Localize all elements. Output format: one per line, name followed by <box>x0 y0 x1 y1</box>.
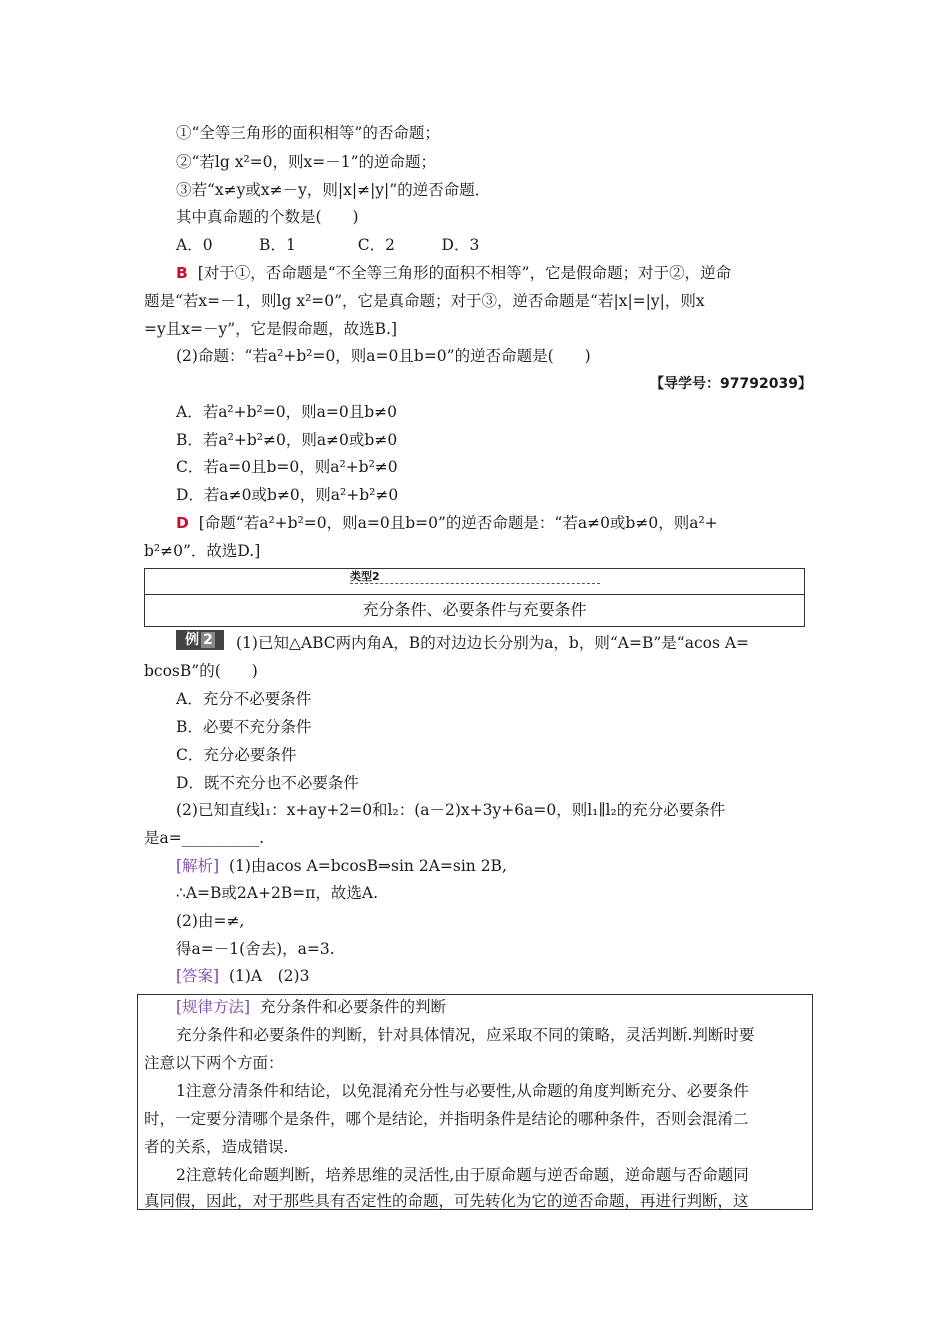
method-title: 充分条件和必要条件的判断 <box>259 998 446 1016</box>
method-p1-2: 注意以下两个方面： <box>144 1054 284 1072</box>
method-p3-1: 2注意转化命题判断，培养思维的灵活性,由于原命题与逆否命题，逆命题与否命题同 <box>176 1166 749 1184</box>
q2-explain-line-2: b²≠0”．故选D.] <box>144 542 261 560</box>
section-header-box <box>144 568 805 627</box>
example-option-c: C．充分必要条件 <box>176 746 297 764</box>
q1-item-2: ②“若lg x²=0，则x=－1”的逆命题； <box>176 153 437 171</box>
method-p2-2: 时，一定要分清哪个是条件，哪个是结论，并指明条件是结论的哪种条件，否则会混淆二 <box>144 1110 749 1128</box>
method-p1-1: 充分条件和必要条件的判断，针对具体情况，应采取不同的策略，灵活判断.判断时要 <box>176 1026 755 1044</box>
q1-item-1: ①“全等三角形的面积相等”的否命题； <box>176 124 440 142</box>
q1-explain-text-1: [对于①，否命题是“不全等三角形的面积不相等”，它是假命题；对于②，逆命 <box>197 264 732 282</box>
example-part2-2: 是a=__________. <box>144 829 265 847</box>
q2-option-d: D．若a≠0或b≠0，则a²+b²≠0 <box>176 486 399 504</box>
example-option-d: D．既不充分也不必要条件 <box>176 774 359 792</box>
method-p2-3: 者的关系，造成错误. <box>144 1138 289 1156</box>
q1-explain-line-2: 题是“若x=－1，则lg x²=0”，它是真命题；对于③，逆否命题是“若|x|=|y|，则x <box>144 292 705 310</box>
answer-tag: [答案] <box>176 967 220 985</box>
example-icon-number: 2 <box>203 632 213 648</box>
q1-options: A．0 B．1 C．2 D．3 <box>176 236 480 254</box>
q1-answer-letter: B <box>176 264 188 282</box>
example-part2-1: (2)已知直线l₁：x+ay+2=0和l₂：(a－2)x+3y+6a=0，则l₁∥l₂的充分必要条件 <box>176 801 726 819</box>
q2-explain-line-1 <box>176 512 718 534</box>
q2-option-b: B．若a²+b²≠0，则a≠0或b≠0 <box>176 431 398 449</box>
section-divider <box>145 594 804 595</box>
analysis-line-2: ∴A=B或2A+2B=π，故选A. <box>176 884 379 902</box>
q2-option-a: A．若a²+b²=0，则a=0且b≠0 <box>176 403 397 421</box>
analysis-tag: [解析] <box>176 857 220 875</box>
analysis-line-4: 得a=－1(舍去)，a=3. <box>176 940 335 958</box>
q1-explain-line-3: =y且x=－y”，它是假命题，故选B.] <box>144 320 398 338</box>
analysis-line-3: (2)由=≠, <box>176 912 245 930</box>
method-p3-2: 真同假，因此，对于那些具有否定性的命题，可先转化为它的逆否命题，再进行判断，这 <box>144 1192 749 1210</box>
example-stem-2: bcosB”的( ) <box>144 662 258 680</box>
section-title: 充分条件、必要条件与充要条件 <box>362 600 587 619</box>
method-header <box>176 996 446 1018</box>
q2-option-c: C．若a=0且b=0，则a²+b²≠0 <box>176 458 398 476</box>
q1-question: 其中真命题的个数是( ) <box>176 208 359 226</box>
example-option-b: B．必要不充分条件 <box>176 718 312 736</box>
analysis-text-1: (1)由acos A=bcosB⇒sin 2A=sin 2B, <box>228 857 507 875</box>
answer-line <box>176 965 309 987</box>
q2-explain-text-1: [命题“若a²+b²=0，则a=0且b=0”的逆否命题是：“若a≠0或b≠0，则a²+ <box>198 514 718 532</box>
q2-stem: (2)命题：“若a²+b²=0，则a=0且b=0”的逆否命题是( ) <box>176 347 591 365</box>
example-stem-1: (1)已知△ABC两内角A，B的对边边长分别为a，b，则“A=B”是“acos A= <box>236 634 750 652</box>
example-icon <box>176 630 224 650</box>
answer-text: (1)A (2)3 <box>228 967 310 985</box>
analysis-line-1 <box>176 855 507 877</box>
example-option-a: A．充分不必要条件 <box>176 690 312 708</box>
q1-item-3: ③若“x≠y或x≠－y，则|x|≠|y|”的逆否命题． <box>176 181 491 199</box>
method-p2-1: 1注意分清条件和结论，以免混淆充分性与必要性,从命题的角度判断充分、必要条件 <box>176 1082 749 1100</box>
guide-number: 【导学号：97792039】 <box>650 376 812 392</box>
method-tag: [规律方法] <box>176 998 251 1016</box>
example-icon-label: 例 <box>185 632 200 648</box>
q2-answer-letter: D <box>176 514 189 532</box>
section-tag: 类型2 <box>350 570 600 584</box>
q1-explain-line-1 <box>176 262 731 284</box>
